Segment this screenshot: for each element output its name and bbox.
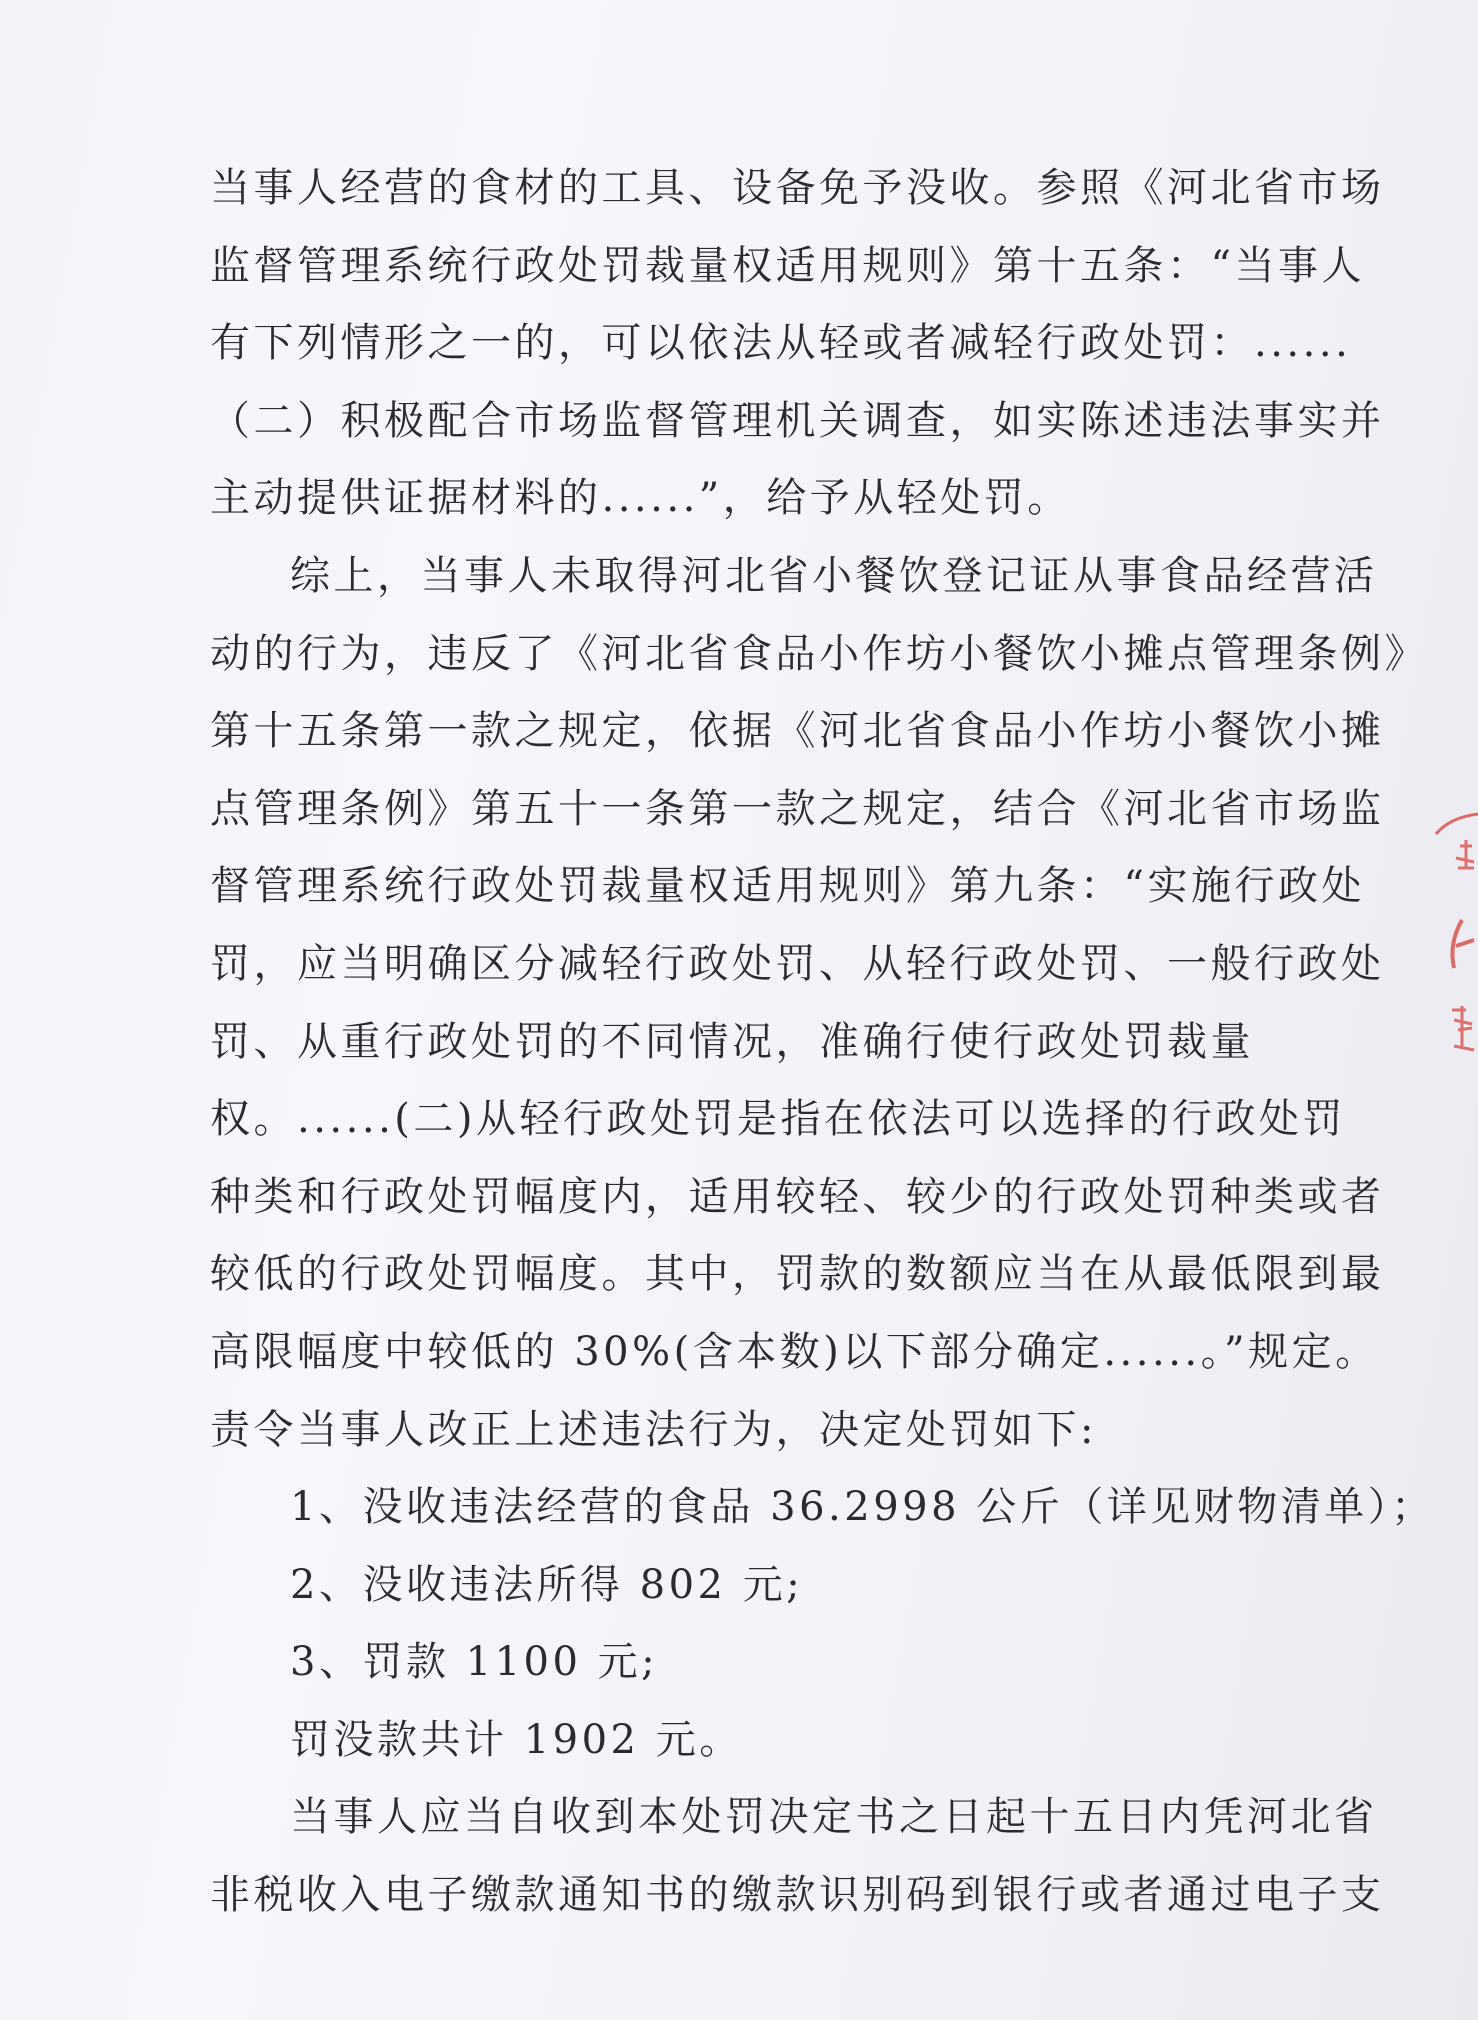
text-line: 权。......(二)从轻行政处罚是指在依法可以选择的行政处罚 [210, 1096, 1346, 1143]
text-line: 罚、从重行政处罚的不同情况，准确行使行政处罚裁量 [210, 1018, 1254, 1065]
text-line: 罚，应当明确区分减轻行政处罚、从轻行政处罚、一般行政处 [210, 940, 1385, 987]
penalty-total: 罚没款共计 1902 元。 [290, 1716, 743, 1763]
text-line: 主动提供证据材料的......”，给予从轻处罚。 [210, 475, 1071, 522]
text-line: 高限幅度中较低的 30%(含本数)以下部分确定......。”规定。 [210, 1328, 1379, 1375]
penalty-item: 2、没收违法所得 802 元; [290, 1561, 804, 1608]
text-line: 综上，当事人未取得河北省小餐饮登记证从事食品经营活 [290, 552, 1378, 599]
text-line: 当事人经营的食材的工具、设备免予没收。参照《河北省市场 [210, 165, 1385, 211]
text-line: 种类和行政处罚幅度内，适用较轻、较少的行政处罚种类或者 [210, 1173, 1385, 1220]
text-line: 有下列情形之一的，可以依法从轻或者减轻行政处罚：...... [210, 320, 1352, 367]
text-line: 较低的行政处罚幅度。其中，罚款的数额应当在从最低限到最 [210, 1251, 1385, 1298]
text-line: 第十五条第一款之规定，依据《河北省食品小作坊小餐饮小摊 [210, 708, 1385, 755]
text-line: 非税收入电子缴款通知书的缴款识别码到银行或者通过电子支 [210, 1872, 1385, 1919]
penalty-item: 1、没收违法经营的食品 36.2998 公斤（详见财物清单）； [290, 1484, 1435, 1531]
text-line: （二）积极配合市场监督管理机关调查，如实陈述违法事实并 [210, 397, 1385, 444]
text-line: 督管理系统行政处罚裁量权适用规则》第九条：“实施行政处 [210, 863, 1365, 910]
document-body [210, 150, 1435, 1935]
text-line: 监督管理系统行政处罚裁量权适用规则》第十五条：“当事人 [210, 242, 1365, 289]
text-line: 点管理条例》第五十一条第一款之规定，结合《河北省市场监 [210, 785, 1385, 832]
text-line: 当事人应当自收到本处罚决定书之日起十五日内凭河北省 [290, 1794, 1378, 1841]
text-line: 责令当事人改正上述违法行为，决定处罚如下: [210, 1406, 1097, 1453]
penalty-item: 3、罚款 1100 元; [290, 1639, 659, 1686]
official-seal-fragment [1432, 810, 1478, 1100]
text-line: 动的行为，违反了《河北省食品小作坊小餐饮小摊点管理条例》 [210, 630, 1428, 677]
